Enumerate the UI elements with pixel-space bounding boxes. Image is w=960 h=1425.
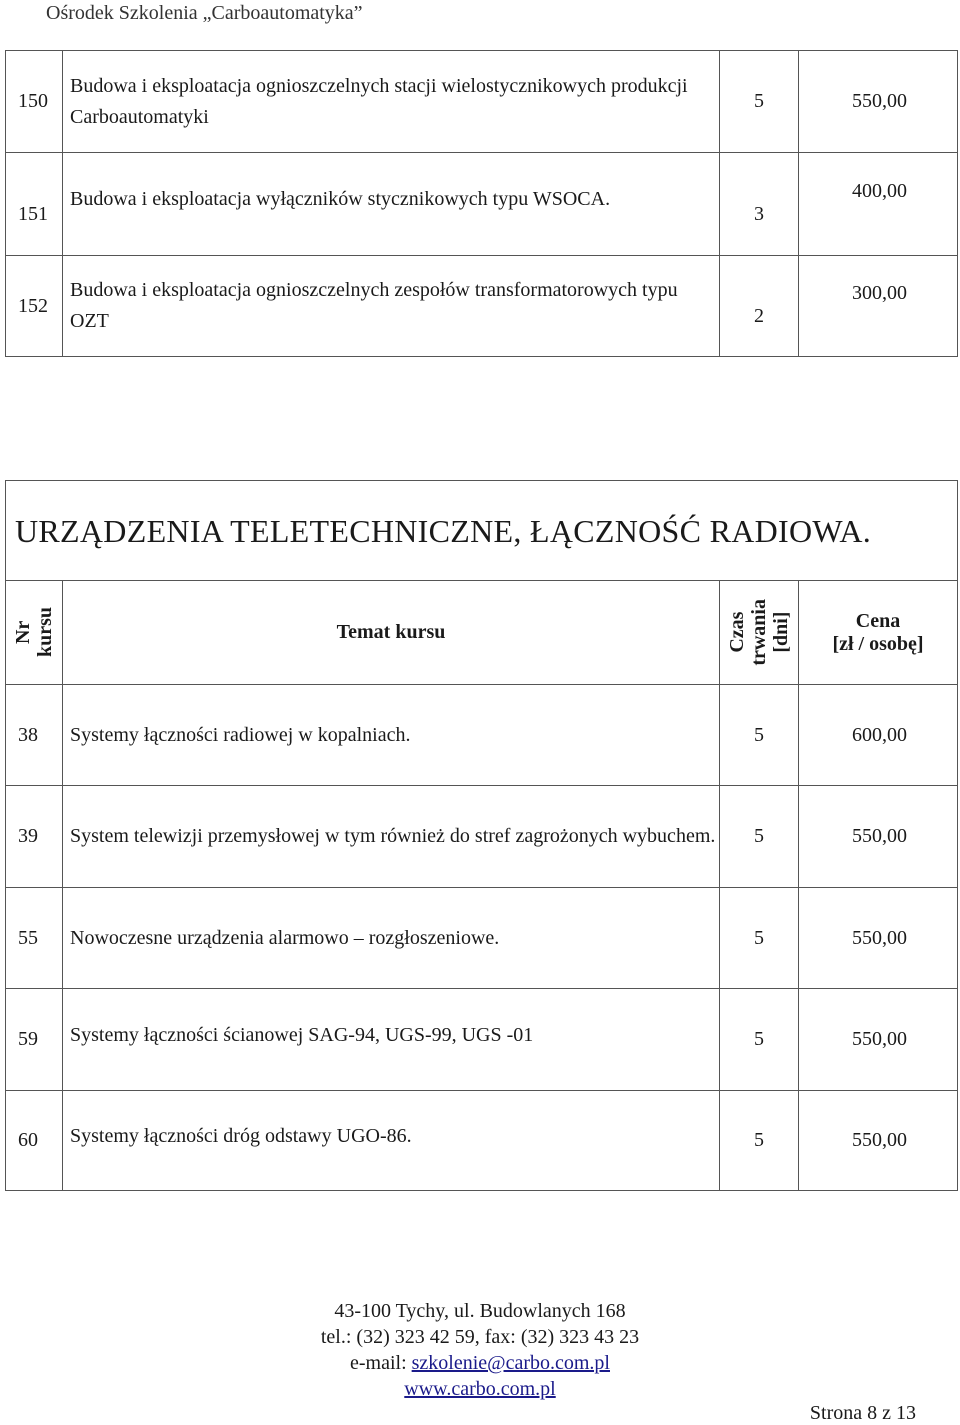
course-days: 5 [719, 684, 798, 785]
course-days: 5 [719, 988, 798, 1090]
page-number: Strona 8 z 13 [809, 1402, 916, 1424]
table-row [5, 988, 958, 1090]
course-number: 151 [5, 152, 62, 255]
header-days-line3: [dni] [770, 611, 792, 654]
top-course-table [5, 50, 958, 357]
course-price: 300,00 [798, 255, 958, 357]
table-row [5, 152, 958, 255]
header-days [719, 580, 798, 684]
course-price: 600,00 [798, 684, 958, 785]
table-row [5, 887, 958, 988]
header-days-line1: Czas [726, 611, 748, 654]
table-header-row [5, 580, 958, 684]
course-topic: System telewizji przemysłowej w tym również do stref zagrożonych wybuchem. [62, 785, 719, 887]
course-number: 152 [5, 255, 62, 357]
table-row [5, 684, 958, 785]
header-nr-line2: kursu [34, 607, 56, 658]
course-topic: Budowa i eksploatacja ognioszczelnych zespołów transformatorowych typu OZT [62, 255, 719, 357]
course-table [5, 480, 958, 1191]
course-topic: Systemy łączności radiowej w kopalniach. [62, 684, 719, 785]
course-days: 2 [719, 255, 798, 357]
course-topic: Systemy łączności ścianowej SAG-94, UGS-99, UGS -01 [62, 988, 719, 1090]
course-number: 60 [5, 1090, 62, 1191]
footer-website-line [0, 1376, 960, 1402]
header-price-line2: [zł / osobę] [832, 632, 924, 655]
course-price: 550,00 [798, 1090, 958, 1191]
header-days-line2: trwania [748, 599, 770, 666]
footer-website-link[interactable]: www.carbo.com.pl [404, 1378, 556, 1400]
footer-address: 43-100 Tychy, ul. Budowlanych 168 [334, 1300, 626, 1322]
table-row [5, 50, 958, 152]
footer [0, 1298, 960, 1402]
header-topic: Temat kursu [62, 580, 719, 684]
header-nr [5, 580, 62, 684]
section-title: URZĄDZENIA TELETECHNICZNE, ŁĄCZNOŚĆ RADIOWA. [15, 513, 872, 549]
table-row [5, 785, 958, 887]
footer-email-label: e-mail: [350, 1352, 412, 1374]
course-price: 400,00 [798, 152, 958, 255]
course-number: 38 [5, 684, 62, 785]
course-number: 39 [5, 785, 62, 887]
footer-email-link[interactable]: szkolenie@carbo.com.pl [411, 1352, 610, 1374]
section-title-cell [5, 480, 958, 580]
footer-email-line [0, 1350, 960, 1376]
course-price: 550,00 [798, 50, 958, 152]
course-topic: Nowoczesne urządzenia alarmowo – rozgłoszeniowe. [62, 887, 719, 988]
course-price: 550,00 [798, 988, 958, 1090]
course-price: 550,00 [798, 785, 958, 887]
section-title-row [5, 480, 958, 580]
course-days: 5 [719, 785, 798, 887]
footer-phone: tel.: (32) 323 42 59, fax: (32) 323 43 23 [320, 1326, 640, 1348]
course-price: 550,00 [798, 887, 958, 988]
table-row [5, 255, 958, 357]
course-number: 55 [5, 887, 62, 988]
page-header-title: Ośrodek Szkolenia „Carboautomatyka” [46, 2, 363, 24]
header-price-line1: Cena [855, 609, 901, 632]
course-days: 5 [719, 1090, 798, 1191]
course-number: 59 [5, 988, 62, 1090]
course-topic: Budowa i eksploatacja ognioszczelnych stacji wielostycznikowych produkcji Carboautomatyki [62, 50, 719, 152]
course-topic: Budowa i eksploatacja wyłączników stycznikowych typu WSOCA. [62, 152, 719, 255]
course-days: 3 [719, 152, 798, 255]
course-topic: Systemy łączności dróg odstawy UGO-86. [62, 1090, 719, 1191]
table-row [5, 1090, 958, 1191]
header-nr-line1: Nr [12, 620, 34, 645]
header-price [798, 580, 958, 684]
course-days: 5 [719, 887, 798, 988]
course-days: 5 [719, 50, 798, 152]
course-number: 150 [5, 50, 62, 152]
